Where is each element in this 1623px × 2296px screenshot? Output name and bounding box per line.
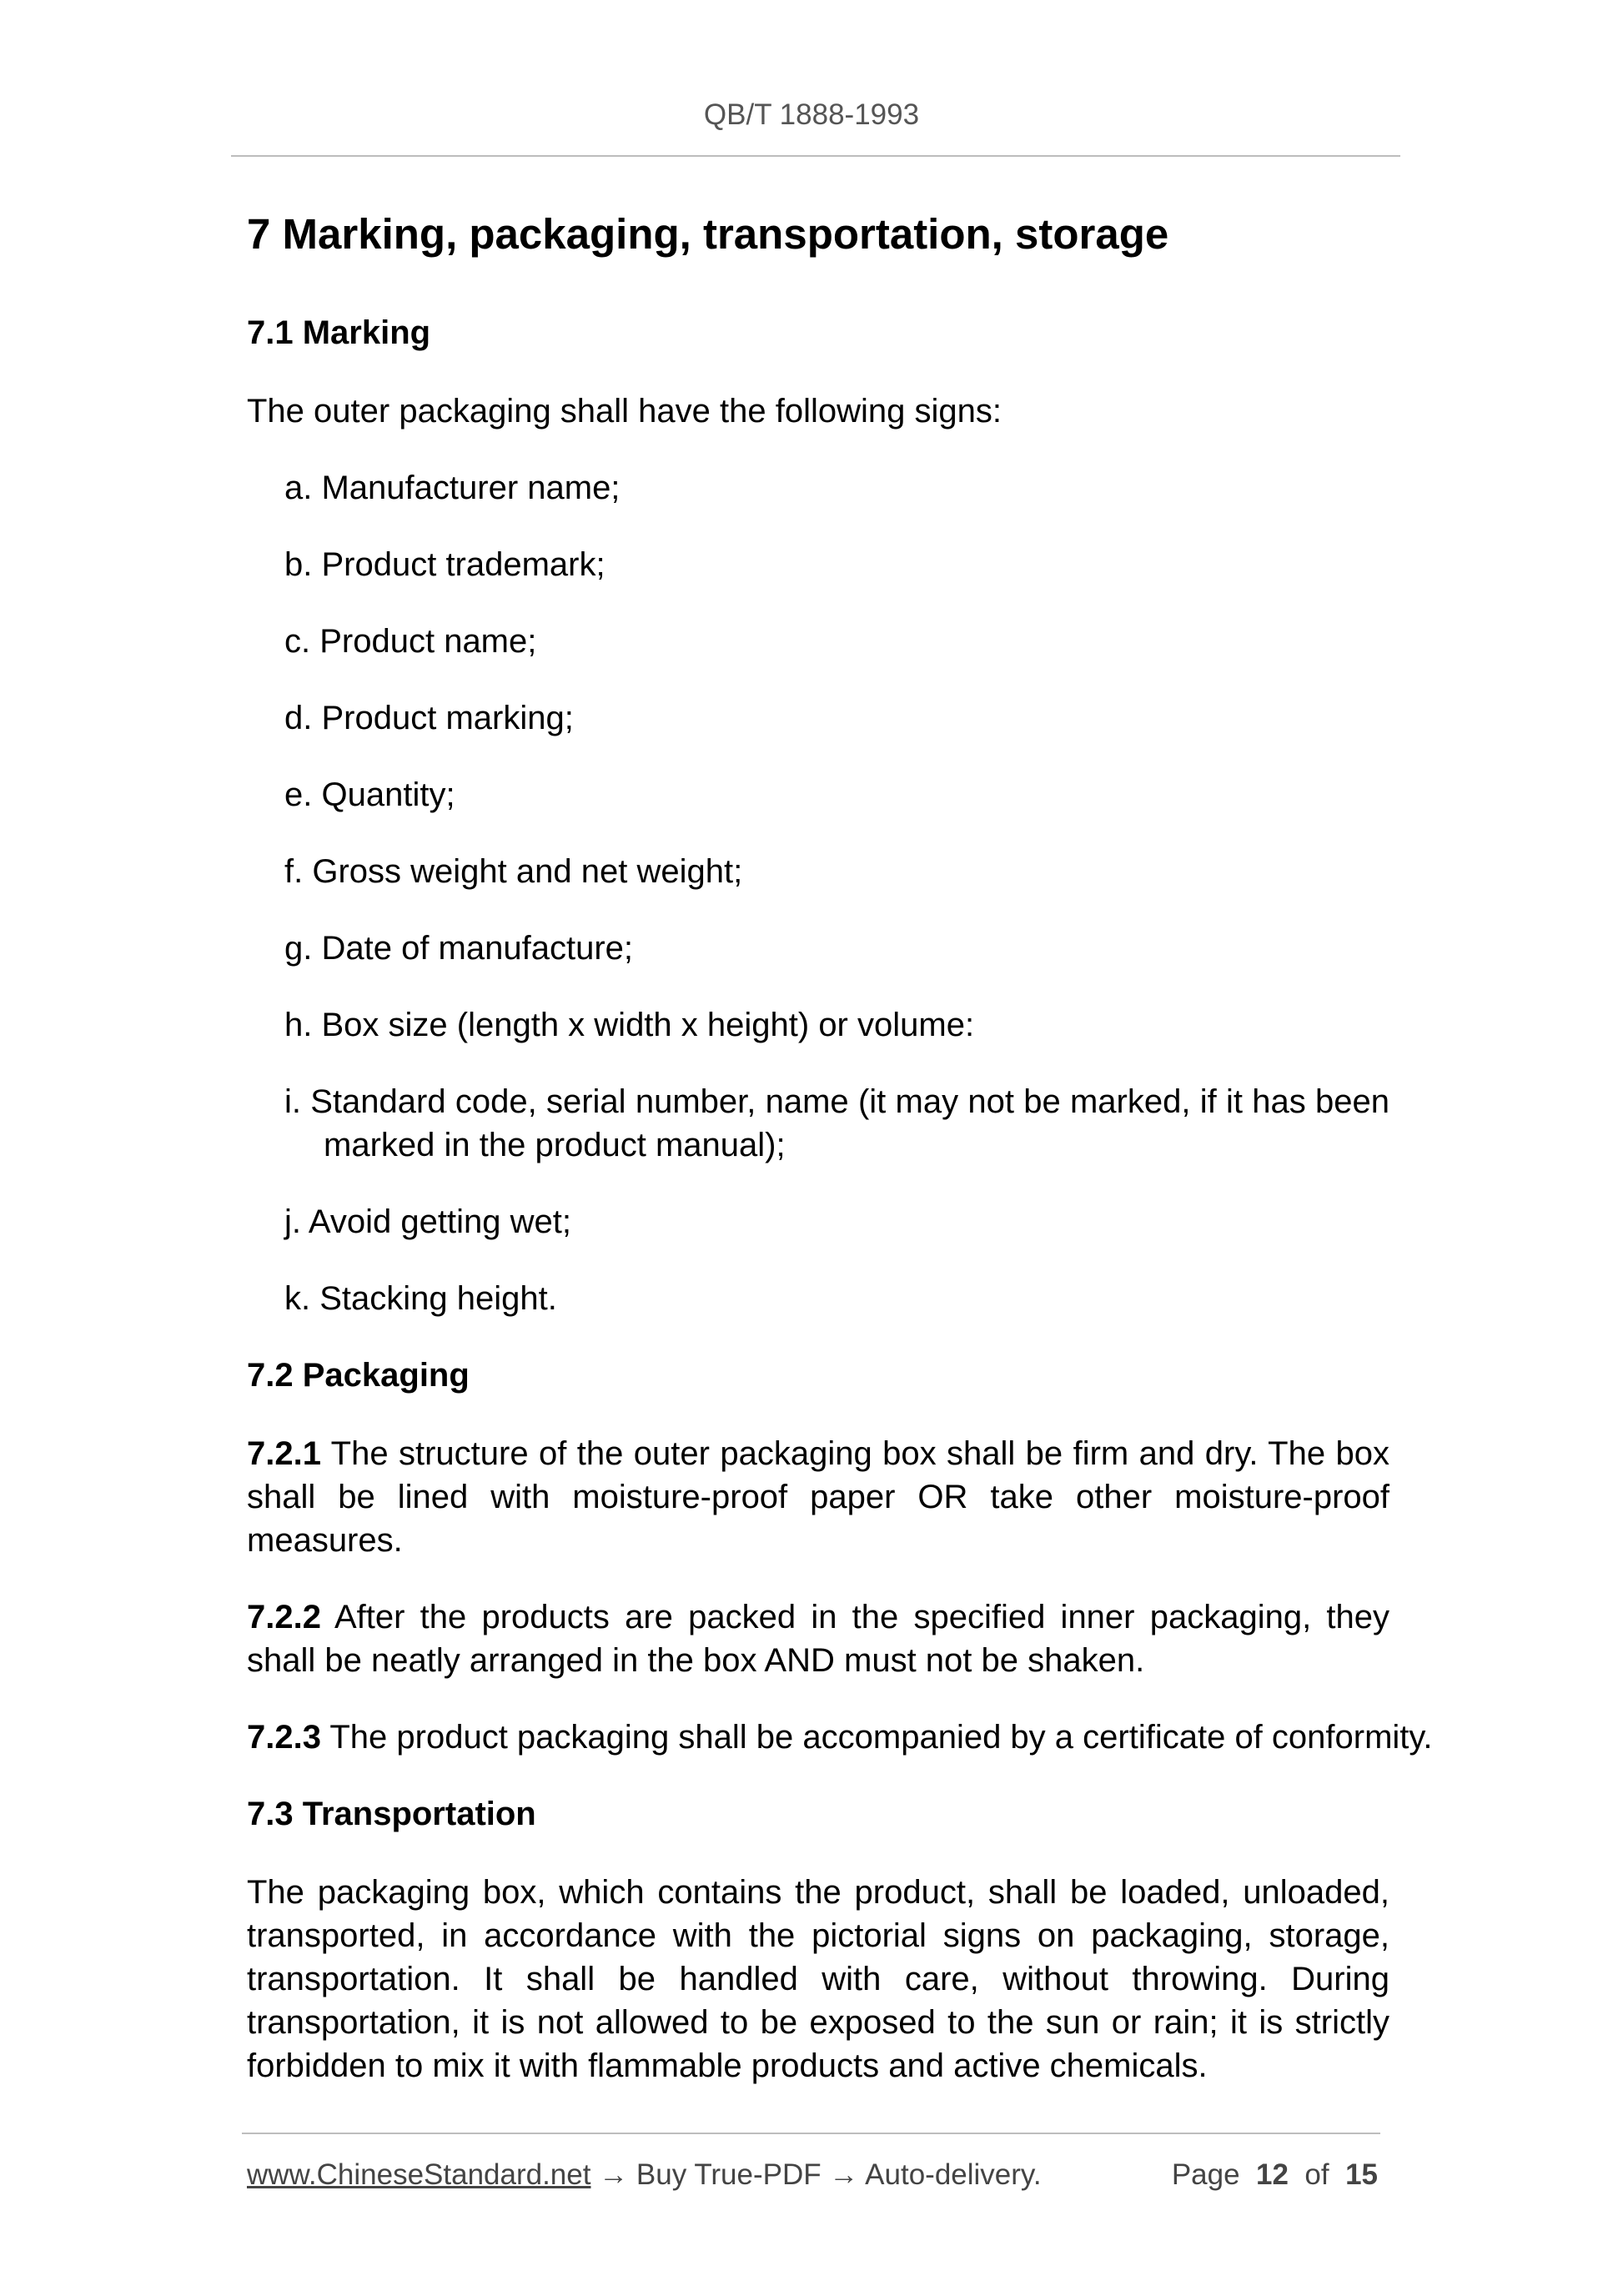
list-item: g. Date of manufacture; xyxy=(284,930,634,967)
list-item: k. Stacking height. xyxy=(284,1280,557,1318)
packaging-heading: 7.2 Packaging xyxy=(247,1357,470,1394)
page-total: 15 xyxy=(1345,2158,1378,2191)
clause-7-2-1 xyxy=(247,1432,1389,1562)
page-label: Page xyxy=(1171,2158,1240,2191)
page-of: of xyxy=(1304,2158,1329,2191)
marking-intro: The outer packaging shall have the following signs: xyxy=(247,393,1002,430)
website-link[interactable]: www.ChineseStandard.net xyxy=(247,2158,591,2191)
list-item: c. Product name; xyxy=(284,623,537,661)
clause-text: The structure of the outer packaging box shall be firm and dry. The box shall be lined with moisture-proof paper OR take other moisture-proof measures. xyxy=(247,1435,1389,1560)
list-item: b. Product trademark; xyxy=(284,546,605,584)
marking-heading: 7.1 Marking xyxy=(247,314,431,352)
transportation-heading: 7.3 Transportation xyxy=(247,1796,536,1833)
page-footer xyxy=(247,2158,1381,2192)
list-item: e. Quantity; xyxy=(284,776,455,814)
list-item: d. Product marking; xyxy=(284,700,574,737)
page-header: QB/T 1888-1993 xyxy=(703,98,920,131)
clause-7-2-2 xyxy=(247,1595,1389,1682)
clause-number: 7.2.3 xyxy=(247,1719,321,1756)
clause-text: After the products are packed in the specified inner packaging, they shall be neatly arranged in the box AND must not be shaken. xyxy=(247,1599,1389,1680)
transportation-text: The packaging box, which contains the product, shall be loaded, unloaded, transported, in accordance with the pictorial signs on packaging, storage, transportation. It shall be handled with care, without throwing. During transportation, it is not allowed to be exposed to the sun or rain; it is strictly forbidden to mix it with flammable products and active chemicals. xyxy=(247,1874,1389,2085)
header-divider xyxy=(231,155,1400,157)
document-body xyxy=(247,208,1433,2121)
clause-number: 7.2.2 xyxy=(247,1599,321,1636)
list-item: i. Standard code, serial number, name (it may not be marked, if it has been marked in the product manual); xyxy=(284,1083,1389,1164)
list-item: f. Gross weight and net weight; xyxy=(284,853,743,891)
clause-text: The product packaging shall be accompanied by a certificate of conformity. xyxy=(320,1719,1433,1756)
footer-tagline: → Buy True-PDF → Auto-delivery. xyxy=(590,2158,1042,2191)
list-item: h. Box size (length x width x height) or volume: xyxy=(284,1007,975,1044)
page-indicator xyxy=(1172,2158,1378,2192)
clause-7-2-3 xyxy=(247,1716,1433,1759)
section-title: 7 Marking, packaging, transportation, storage xyxy=(247,210,1169,258)
footer-divider xyxy=(242,2133,1380,2134)
list-item: a. Manufacturer name; xyxy=(284,470,621,507)
list-item: j. Avoid getting wet; xyxy=(284,1203,571,1241)
clause-number: 7.2.1 xyxy=(247,1435,321,1473)
page-current: 12 xyxy=(1256,2158,1289,2191)
